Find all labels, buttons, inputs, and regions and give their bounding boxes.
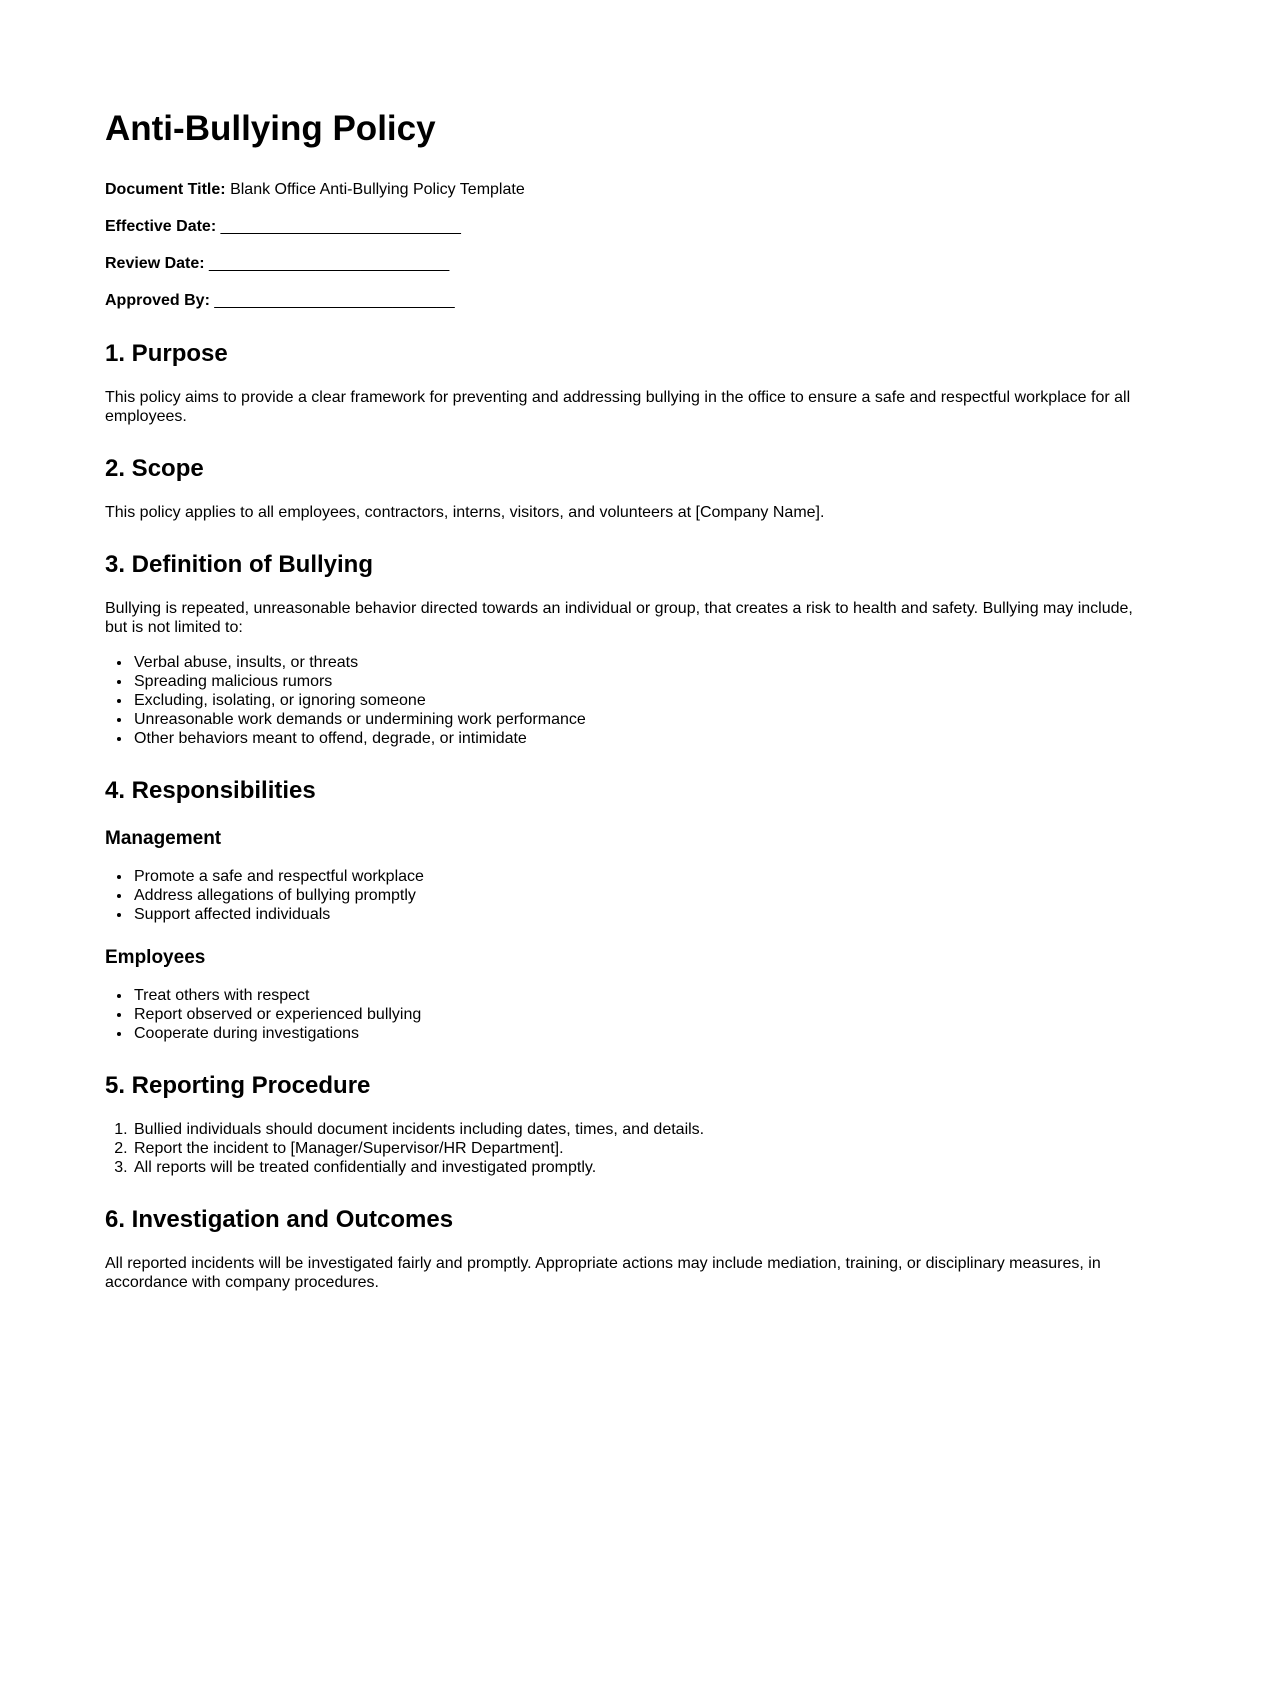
section-scope-body: This policy applies to all employees, contractors, interns, visitors, and volunteers at [Company Name]. [105, 504, 825, 521]
section-purpose [105, 339, 1158, 426]
list-item: • Report observed or experienced bullying [132, 1005, 1158, 1024]
effective-date-label: Effective Date: [105, 218, 217, 235]
list-item: 1. Bullied individuals should document incidents including dates, times, and details. [132, 1120, 1158, 1139]
section-scope-heading: 2. Scope [105, 455, 204, 482]
document-title-value: Blank Office Anti-Bullying Policy Template [230, 181, 525, 198]
list-item: • Spreading malicious rumors [132, 672, 1158, 691]
section-investigation [105, 1205, 1158, 1292]
section-reporting-heading: 5. Reporting Procedure [105, 1072, 371, 1099]
section-reporting [105, 1071, 1158, 1177]
section-purpose-heading: 1. Purpose [105, 340, 228, 367]
definition-bullet-list [105, 653, 1158, 748]
list-item: • Support affected individuals [132, 905, 1158, 924]
list-item: 2. Report the incident to [Manager/Supervisor/HR Department]. [132, 1139, 1158, 1158]
document-title-label: Document Title: [105, 181, 226, 198]
section-purpose-body: This policy aims to provide a clear framework for preventing and addressing bullying in the office to ensure a safe and respectful workplace for all employees. [105, 389, 1131, 425]
review-date-label: Review Date: [105, 255, 205, 272]
approved-by-blank: ___________________________ [214, 292, 455, 309]
list-item: • Treat others with respect [132, 986, 1158, 1005]
management-subheading: Management [105, 828, 222, 849]
list-item: • Unreasonable work demands or undermining work performance [132, 710, 1158, 729]
section-responsibilities [105, 776, 1158, 1043]
section-investigation-body: All reported incidents will be investigated fairly and promptly. Appropriate actions may include mediation, training, or disciplinary measures, in accordance with company procedures. [105, 1255, 1101, 1291]
list-item: • Address allegations of bullying promptly [132, 886, 1158, 905]
list-item: 3. All reports will be treated confidentially and investigated promptly. [132, 1158, 1158, 1177]
section-scope [105, 454, 1158, 522]
list-item: • Promote a safe and respectful workplace [132, 867, 1158, 886]
list-item: • Other behaviors meant to offend, degrade, or intimidate [132, 729, 1158, 748]
employees-subheading: Employees [105, 947, 206, 968]
section-definition-heading: 3. Definition of Bullying [105, 551, 373, 578]
effective-date-blank: ___________________________ [220, 218, 461, 235]
list-item: • Cooperate during investigations [132, 1024, 1158, 1043]
reporting-steps-list [105, 1120, 1158, 1177]
employees-bullet-list [105, 986, 1158, 1043]
review-date-line [105, 254, 1158, 274]
section-responsibilities-heading: 4. Responsibilities [105, 777, 316, 804]
review-date-blank: ___________________________ [209, 255, 450, 272]
approved-by-line [105, 291, 1158, 311]
effective-date-line [105, 217, 1158, 237]
page-title: Anti-Bullying Policy [105, 109, 436, 148]
list-item: • Verbal abuse, insults, or threats [132, 653, 1158, 672]
approved-by-label: Approved By: [105, 292, 210, 309]
document-title-line [105, 180, 1158, 200]
list-item: • Excluding, isolating, or ignoring someone [132, 691, 1158, 710]
section-definition-body: Bullying is repeated, unreasonable behavior directed towards an individual or group, that creates a risk to health and safety. Bullying may include, but is not limited to: [105, 600, 1133, 636]
management-bullet-list [105, 867, 1158, 924]
section-definition [105, 550, 1158, 748]
section-investigation-heading: 6. Investigation and Outcomes [105, 1206, 454, 1233]
